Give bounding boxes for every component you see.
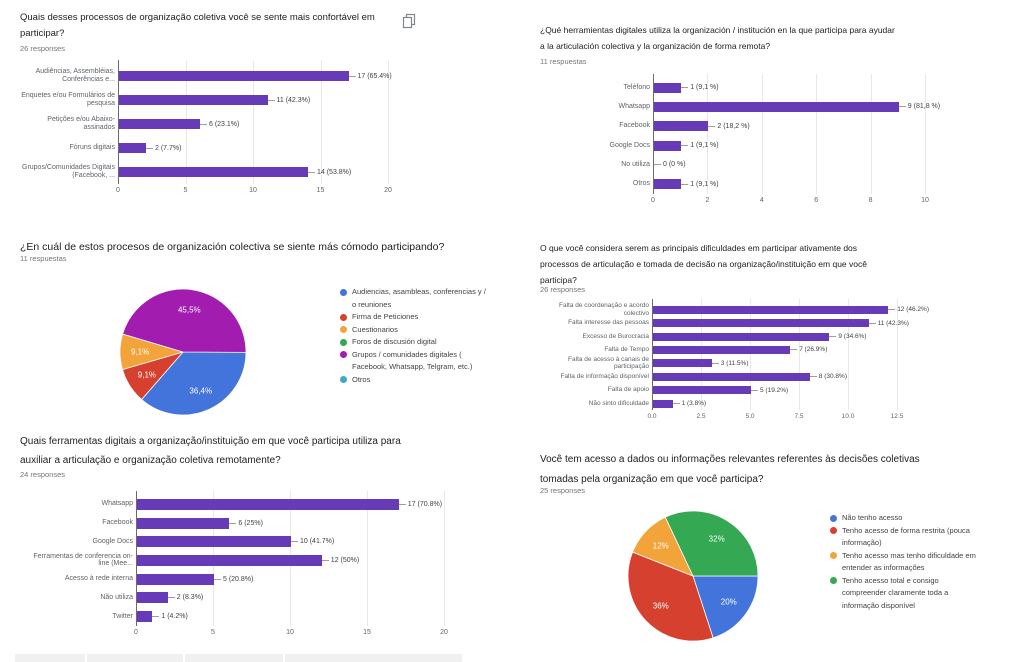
legend-dot — [340, 314, 347, 321]
legend-item — [340, 349, 492, 374]
x-axis-tick-label: 0 — [134, 628, 138, 636]
chart-title-line: Quais desses processos de organização coletiva você se sente mais confortável em — [20, 12, 375, 23]
category-label: Facebook — [102, 519, 133, 527]
pie-chart-area — [540, 450, 1010, 650]
bar[interactable] — [119, 95, 268, 105]
chart-panel-herramientas-digitales — [540, 22, 1005, 212]
bar[interactable] — [137, 518, 229, 529]
x-axis-tick-label: 20 — [440, 628, 448, 636]
chart-title-line: tomadas pela organização em que você participa? — [540, 474, 764, 485]
category-label: Falta de apoio — [607, 386, 649, 394]
pie-slice-label: 9,1% — [137, 370, 157, 380]
category-label: Enquetes e/ou Formulários de pesquisa — [21, 92, 115, 107]
x-axis-tick-label: 4 — [759, 196, 764, 204]
legend — [340, 286, 492, 386]
pie-slice-label: 45,5% — [177, 305, 201, 315]
chart-title-line: processos de articulação e tomada de decisão na organização/instituição em que você — [540, 259, 867, 269]
category-label: Petições e/ou Abaixo-assinados — [47, 116, 115, 131]
chart-panel-acesso-dados-pie — [540, 450, 1010, 650]
value-connector — [349, 76, 356, 77]
category-label: Whatsapp — [618, 103, 650, 111]
chart-title-line: O que você considera serem as principais dificuldades em participar ativamente dos — [540, 243, 858, 253]
legend-item — [830, 525, 986, 550]
x-axis-tick-label: 10 — [921, 196, 929, 204]
gridline — [871, 74, 872, 194]
legend-dot — [340, 339, 347, 346]
legend-dot — [830, 552, 837, 559]
bar[interactable] — [137, 499, 399, 510]
category-label: Não utiliza — [100, 593, 133, 601]
gridline — [816, 74, 817, 194]
value-label: 3 (11.5%) — [712, 357, 749, 370]
bar[interactable] — [119, 167, 308, 177]
legend-label: Não tenho acesso — [842, 513, 903, 522]
x-axis-tick-label: 2 — [705, 196, 710, 204]
legend-item — [340, 311, 492, 324]
value-connector — [790, 349, 797, 350]
legend-dot — [340, 351, 347, 358]
legend-label: Tenho acesso mas tenho dificuldade em entender as informações — [842, 550, 976, 572]
value-label: 9 (81,8 %) — [899, 97, 940, 116]
x-axis-tick-label: 15 — [363, 628, 371, 636]
chart-title-line: Você tem acesso a dados ou informações relevantes referentes às decisões coletivas — [540, 454, 920, 465]
value-connector — [152, 616, 159, 617]
legend-item — [830, 575, 986, 613]
chart-subtitle: 26 responses — [20, 44, 66, 53]
category-label: Falta de Tempo — [604, 346, 649, 354]
gridline — [848, 299, 849, 410]
value-label: 1 (9,1 %) — [681, 175, 718, 194]
bar[interactable] — [654, 102, 899, 112]
category-label: Falta de informação disponível — [560, 373, 649, 381]
chart-subtitle: 26 responses — [540, 285, 586, 294]
x-axis-tick-label: 2.5 — [696, 413, 706, 421]
bar[interactable] — [653, 373, 810, 381]
bar[interactable] — [137, 611, 152, 622]
bar[interactable] — [119, 119, 200, 129]
value-label: 9 (34.6%) — [829, 330, 866, 343]
bar[interactable] — [653, 400, 673, 408]
legend-label: Grupos / comunidades digitales ( Facebook, Whatsapp, Telgram, etc.) — [352, 349, 473, 371]
x-axis-tick-label: 20 — [384, 187, 392, 194]
chart-title-line: ¿Qué herramientas digitales utiliza la organización / institución en la que participa para ayudar — [540, 25, 895, 35]
x-axis-tick-label: 10 — [286, 628, 294, 636]
value-label: 7 (26.9%) — [790, 343, 827, 356]
value-label: 1 (9,1 %) — [681, 136, 718, 155]
value-connector — [829, 336, 836, 337]
pie-chart[interactable] — [628, 511, 758, 641]
category-label: Acesso à rede interna — [64, 575, 133, 583]
bar[interactable] — [653, 319, 869, 327]
pie-slice-label: 9,1% — [131, 347, 150, 357]
value-label: 6 (23.1%) — [200, 112, 239, 136]
responses-table-edge — [15, 654, 462, 662]
bar[interactable] — [654, 179, 681, 189]
pie-chart-area — [20, 238, 525, 423]
bar[interactable] — [653, 346, 790, 354]
value-connector — [810, 376, 817, 377]
value-label: 1 (3.8%) — [673, 397, 707, 410]
value-connector — [399, 504, 406, 505]
chart-panel-dificuldades — [540, 240, 1005, 425]
value-connector — [146, 148, 153, 149]
legend-label: Otros — [352, 374, 371, 384]
gridline — [762, 74, 763, 194]
value-connector — [712, 363, 719, 364]
chart-subtitle: 24 responses — [20, 470, 66, 479]
value-connector — [899, 106, 906, 107]
value-connector — [200, 124, 207, 125]
value-connector — [229, 523, 236, 524]
legend-label: Audiencias, asambleas, conferencias y / o reuniones — [352, 287, 486, 309]
category-label: Falta de coordenação e acordo colectivo — [559, 302, 649, 317]
value-label: 0 (0 %) — [654, 155, 686, 174]
value-connector — [751, 390, 758, 391]
copy-icon — [402, 18, 417, 33]
chart-subtitle: 25 responses — [540, 486, 586, 495]
legend-dot — [340, 289, 347, 296]
value-label: 12 (46.2%) — [888, 303, 929, 316]
value-connector — [291, 541, 298, 542]
value-label: 10 (41.7%) — [291, 532, 334, 551]
pie-slice-label: 32% — [708, 534, 725, 544]
chart-title-line: participar? — [20, 28, 65, 39]
x-axis-tick-label: 6 — [814, 196, 819, 204]
category-label: Audiências, Assembléias, Conferências e... — [35, 68, 115, 83]
value-label: 17 (65.4%) — [349, 64, 392, 88]
chart-title-line: Quais ferramentas digitais a organização/instituição em que você participa utiliza para — [20, 436, 401, 447]
value-label: 2 (8.3%) — [168, 589, 203, 608]
value-connector — [888, 309, 895, 310]
legend-dot — [830, 527, 837, 534]
chart-panel-procesos-comodo-pie — [20, 238, 525, 423]
pie-slice-label: 36% — [652, 601, 669, 611]
value-label: 6 (25%) — [229, 514, 263, 533]
legend-label: Tenho acesso total e consigo compreender claramente toda a informação disponível — [842, 575, 949, 610]
legend-item — [340, 336, 492, 349]
bar-chart — [540, 22, 1005, 212]
x-axis-tick-label: 5 — [211, 628, 215, 636]
category-label: Grupos/Comunidades Digitais (Facebook, ... — [22, 164, 115, 179]
legend — [830, 512, 986, 612]
value-label: 2 (7.7%) — [146, 136, 181, 160]
x-axis-tick-label: 8 — [868, 196, 873, 204]
bar[interactable] — [654, 121, 708, 131]
bar-chart — [20, 10, 480, 210]
table-column-divider — [183, 654, 185, 662]
value-label: 5 (19.2%) — [751, 383, 788, 396]
value-label: 8 (30.8%) — [810, 370, 847, 383]
gridline — [925, 74, 926, 194]
bar[interactable] — [653, 359, 712, 367]
x-axis-tick-label: 5.0 — [745, 413, 755, 421]
pie-slice-label: 36,4% — [189, 386, 213, 396]
bar[interactable] — [654, 141, 681, 151]
category-label: Ferramentas de conferencia on- line (Mee... — [33, 552, 133, 568]
category-label: Whatsapp — [101, 500, 133, 508]
chart-subtitle: 11 respuestas — [540, 57, 587, 66]
bar[interactable] — [654, 83, 681, 93]
x-axis-tick-label: 0.0 — [647, 413, 657, 421]
bar[interactable] — [137, 536, 291, 547]
bar[interactable] — [119, 143, 146, 153]
value-connector — [268, 100, 275, 101]
x-axis-tick-label: 0 — [651, 196, 655, 204]
value-connector — [681, 145, 688, 146]
value-label: 2 (18,2 %) — [708, 117, 749, 136]
bar-chart — [540, 240, 1005, 425]
category-label: Fóruns digitais — [69, 144, 115, 152]
legend-label: Firma de Peticiones — [352, 312, 419, 321]
value-label: 1 (9,1 %) — [681, 78, 718, 97]
legend-dot — [340, 376, 347, 383]
x-axis-tick-label: 10 — [249, 187, 257, 194]
x-axis-tick-label: 0 — [116, 187, 120, 194]
value-label: 11 (42.3%) — [869, 316, 909, 329]
value-label: 14 (53.8%) — [308, 160, 351, 184]
value-label: 11 (42.3%) — [268, 88, 311, 112]
chart-title-line: ¿En cuál de estos procesos de organización colectiva se siente más cómodo participando? — [20, 241, 445, 253]
bar[interactable] — [137, 592, 168, 603]
value-connector — [654, 164, 661, 165]
chart-subtitle: 11 respuestas — [20, 254, 67, 263]
legend-item — [830, 512, 986, 525]
value-connector — [681, 87, 688, 88]
legend-dot — [830, 577, 837, 584]
value-label: 5 (20.8%) — [214, 570, 253, 589]
bar-chart — [20, 432, 485, 647]
value-connector — [214, 579, 221, 580]
chart-title-line: auxiliar a articulação e organização coletiva remotamente? — [20, 455, 281, 466]
legend-dot — [830, 515, 837, 522]
x-axis-tick-label: 5 — [183, 187, 188, 194]
pie-slice-label: 20% — [720, 597, 737, 607]
category-label: Teléfono — [623, 83, 650, 91]
chart-panel-processos-confortavel — [20, 10, 480, 210]
chart-title-line: a la articulación colectiva y la organización de forma remota? — [540, 41, 771, 51]
value-connector — [308, 172, 315, 173]
bar[interactable] — [653, 306, 888, 314]
chart-title-line: participa? — [540, 275, 577, 285]
category-label: Otros — [632, 180, 650, 188]
bar[interactable] — [119, 71, 349, 81]
value-connector — [322, 560, 329, 561]
x-axis-tick-label: 12.5 — [890, 413, 904, 421]
category-label: Google Docs — [92, 537, 133, 545]
value-connector — [673, 403, 680, 404]
chart-panel-ferramentas-digitais — [20, 432, 485, 647]
value-connector — [168, 597, 175, 598]
legend-item — [340, 286, 492, 311]
bar[interactable] — [137, 555, 322, 566]
category-label: Não sinto dificuldade — [588, 399, 649, 407]
value-label: 17 (70.8%) — [399, 495, 442, 514]
bar[interactable] — [137, 574, 214, 585]
category-label: Falta de acesso à canais de participação — [568, 356, 649, 371]
pie-slice-label: 12% — [652, 541, 669, 551]
x-axis-tick-label: 7.5 — [794, 413, 804, 421]
legend-item — [830, 550, 986, 575]
gridline — [444, 491, 445, 626]
legend-item — [340, 374, 492, 387]
copy-chart-button[interactable] — [402, 13, 417, 30]
value-connector — [708, 126, 715, 127]
gridline — [367, 491, 368, 626]
category-label: Facebook — [619, 122, 650, 130]
value-connector — [681, 184, 688, 185]
category-label: Twitter — [112, 612, 133, 620]
x-axis-tick-label: 10.0 — [841, 413, 855, 421]
x-axis-tick-label: 15 — [316, 187, 325, 194]
category-label: Excesso de Burocracia — [582, 332, 649, 340]
bar[interactable] — [653, 386, 751, 394]
table-column-divider — [85, 654, 87, 662]
legend-dot — [340, 326, 347, 333]
legend-label: Foros de discusión digital — [352, 337, 437, 346]
value-connector — [869, 323, 876, 324]
value-label: 12 (50%) — [322, 551, 359, 570]
category-label: Google Docs — [609, 141, 650, 149]
category-label: No utiliza — [621, 160, 650, 168]
value-label: 1 (4.2%) — [152, 607, 187, 626]
legend-label: Cuestionarios — [352, 324, 398, 334]
bar[interactable] — [653, 333, 829, 341]
legend-item — [340, 324, 492, 337]
legend-label: Tenho acesso de forma restrita (pouca informação) — [842, 525, 970, 547]
category-label: Falta interesse das pessoas — [568, 319, 649, 327]
table-column-divider — [283, 654, 285, 662]
